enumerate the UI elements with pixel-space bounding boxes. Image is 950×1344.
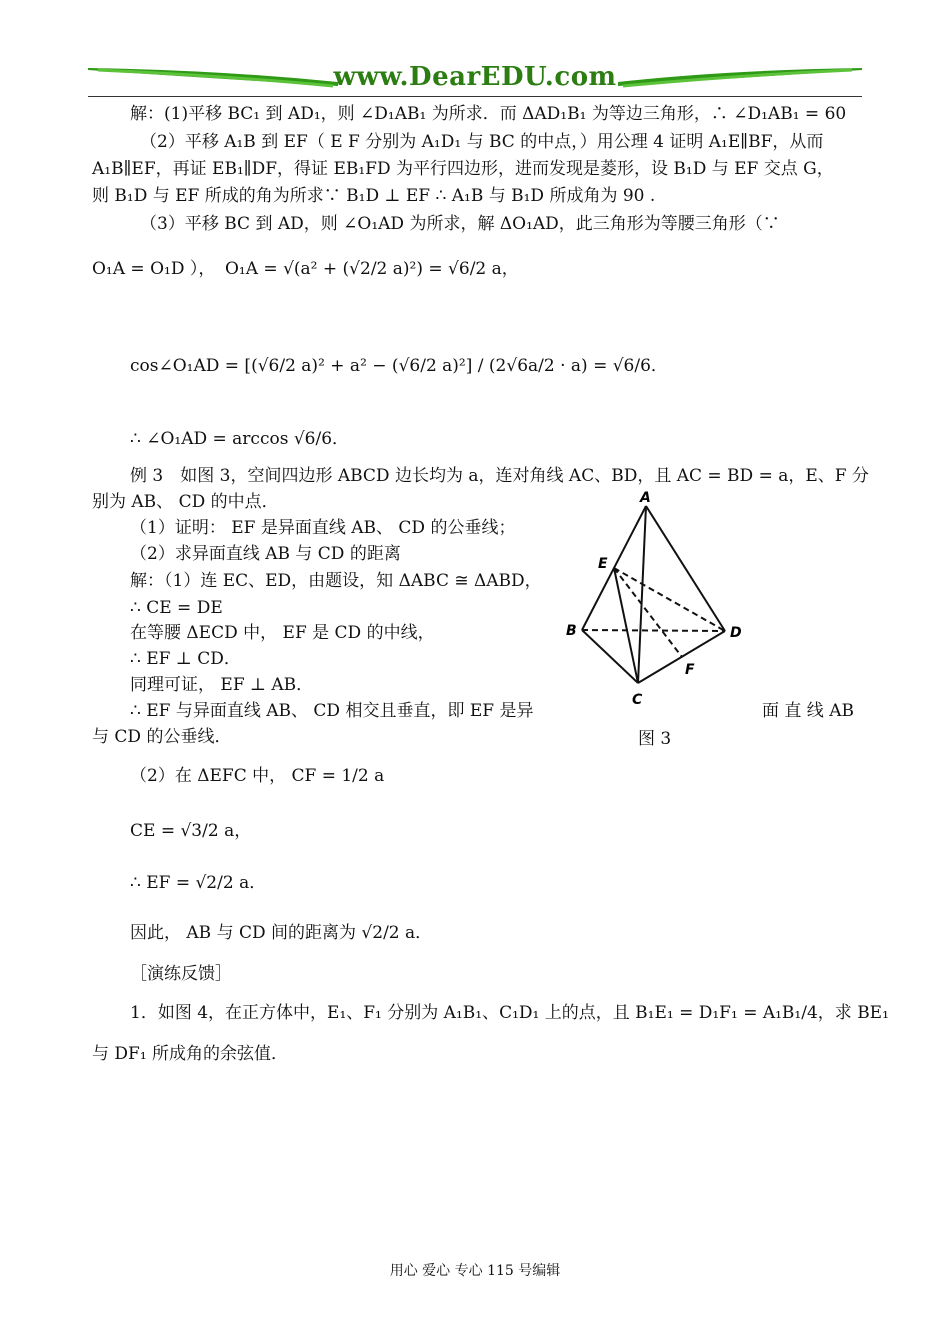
example-3-solution-2: ∴ CE = DE — [130, 598, 223, 618]
example-3-solution-1: 解：（1）连 EC、ED，由题设，知 ΔABC ≅ ΔABD， — [130, 571, 542, 591]
part-2-conclusion: 因此， AB 与 CD 间的距离为 √2/2 a． — [130, 923, 433, 943]
example-3-part-1: （1）证明： EF 是异面直线 AB、 CD 的公垂线； — [130, 518, 516, 538]
example-3-solution-5: 同理可证， EF ⊥ AB． — [130, 675, 314, 695]
example-3-solution-6a: ∴ EF 与异面直线 AB、 CD 相交且垂直，即 EF 是异 — [130, 701, 534, 721]
example-3-solution-6b: 面 直 线 AB — [762, 701, 854, 721]
example-3-solution-3: 在等腰 ΔECD 中， EF 是 CD 的中线， — [130, 623, 435, 643]
page-footer: 用心 爱心 专心 115 号编辑 — [389, 1263, 561, 1279]
vertex-label-d: D — [730, 625, 742, 641]
solution-line-3: A₁B∥EF，再证 EB₁∥DF，得证 EB₁FD 为平行四边形，进而发现是菱形，设 B₁D 与 EF 交点 G， — [92, 159, 834, 179]
exercise-1-line-1: 1．如图 4，在正方体中，E₁、F₁ 分别为 A₁B₁、C₁D₁ 上的点，且 B₁E₁ = D₁F₁ = A₁B₁/4，求 BE₁ — [130, 1003, 889, 1023]
part-2-line-3: ∴ EF = √2/2 a． — [130, 873, 267, 893]
solution-line-6a: O₁A = O₁D ）， — [92, 259, 216, 279]
vertex-label-c: C — [632, 692, 643, 708]
figure-caption: 图 3 — [638, 729, 672, 749]
example-3-line-1: 例 3 如图 3，空间四边形 ABCD 边长均为 a，连对角线 AC、BD，且 AC = BD = a，E、F 分 — [130, 466, 869, 486]
header-rule — [88, 96, 862, 97]
vertex-label-f: F — [685, 662, 695, 678]
example-3-line-2: 别为 AB、 CD 的中点． — [92, 492, 279, 512]
exercise-heading: ［演练反馈］ — [130, 964, 232, 984]
part-2-line-2: CE = √3/2 a， — [130, 821, 252, 841]
vertex-label-a: A — [640, 490, 651, 506]
arccos-result: ∴ ∠O₁AD = arccos √6/6． — [130, 429, 350, 449]
cos-formula: cos∠O₁AD = [(√6/2 a)² + a² − (√6/2 a)²] / (2√6a/2 · a) = √6/6． — [130, 356, 668, 376]
solution-line-1: 解：(1)平移 BC₁ 到 AD₁，则 ∠D₁AB₁ 为所求．而 ΔAD₁B₁ 为等边三角形，∴ ∠D₁AB₁ = 60 — [130, 104, 847, 124]
site-header-banner — [88, 58, 862, 98]
example-3-part-2: （2）求异面直线 AB 与 CD 的距离 — [130, 544, 401, 564]
exercise-1-line-2: 与 DF₁ 所成角的余弦值． — [92, 1044, 289, 1064]
tetrahedron-figure — [560, 488, 760, 718]
part-2-line-1: （2）在 ΔEFC 中， CF = 1/2 a — [130, 766, 385, 786]
vertex-label-b: B — [566, 623, 577, 639]
site-logo[interactable]: www.DearEDU.com — [333, 62, 617, 92]
solution-line-4: 则 B₁D 与 EF 所成的角为所求∵ B₁D ⊥ EF ∴ A₁B 与 B₁D 所成角为 90 . — [92, 186, 656, 206]
vertex-label-e: E — [598, 556, 608, 572]
solution-line-2: （2）平移 A₁B 到 EF（ E F 分别为 A₁D₁ 与 BC 的中点，）用公理 4 证明 A₁E∥BF，从而 — [140, 132, 824, 152]
example-3-solution-7: 与 CD 的公垂线． — [92, 727, 232, 747]
example-3-solution-4: ∴ EF ⊥ CD． — [130, 649, 241, 669]
solution-line-6b: O₁A = √(a² + (√2/2 a)²) = √6/2 a， — [225, 259, 519, 279]
solution-line-5: （3）平移 BC 到 AD，则 ∠O₁AD 为所求，解 ΔO₁AD，此三角形为等腰三角形（∵ — [140, 214, 780, 234]
